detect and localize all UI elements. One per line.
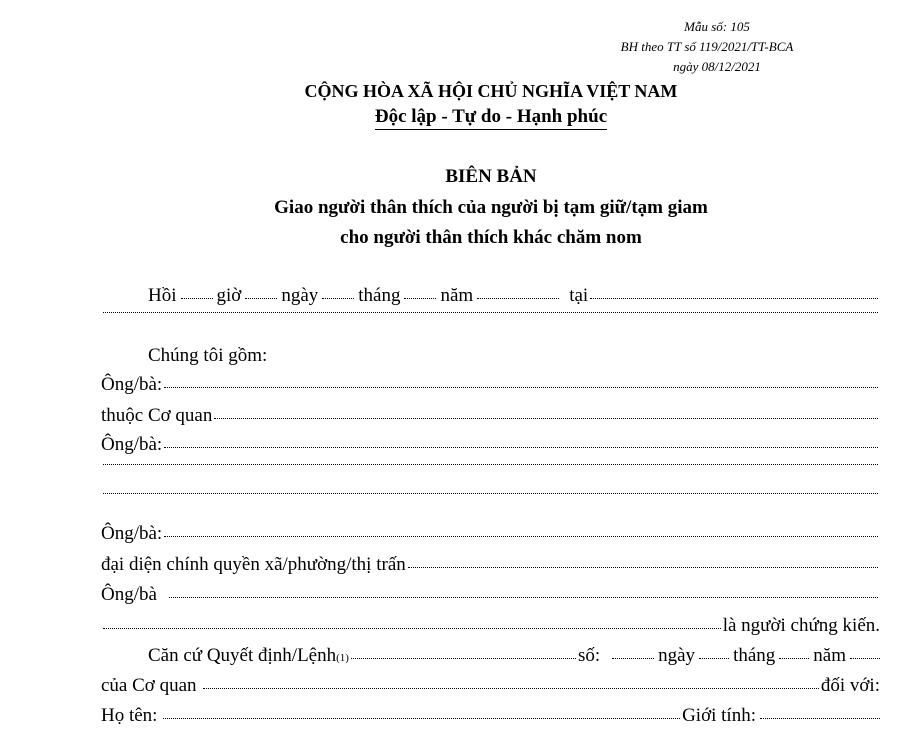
agency-row xyxy=(101,405,880,431)
witness-continued-row xyxy=(101,615,880,641)
person-2-continued xyxy=(101,466,880,492)
label-can-cu: Căn cứ Quyết định/Lệnh xyxy=(148,645,337,666)
place-field[interactable] xyxy=(590,298,878,299)
witness-field[interactable] xyxy=(169,597,878,598)
person-2-continued-2 xyxy=(101,495,880,521)
full-name-field[interactable] xyxy=(163,718,680,719)
label-ong-ba: Ông/bà: xyxy=(101,434,163,455)
local-authority-row xyxy=(101,554,880,580)
label-cua-co-quan: của Cơ quan xyxy=(101,675,197,696)
label-nam: năm xyxy=(813,645,846,666)
label-thuoc-co-quan: thuộc Cơ quan xyxy=(101,405,213,426)
person-2-field[interactable] xyxy=(164,447,878,448)
label-ong-ba: Ông/bà xyxy=(101,584,157,605)
label-ho-ten: Họ tên: xyxy=(101,705,158,726)
label-chung-toi-gom: Chúng tôi gồm: xyxy=(148,345,268,366)
motto-text: Độc lập - Tự do - Hạnh phúc xyxy=(375,106,607,130)
person-3-row xyxy=(101,523,880,549)
hour-field[interactable] xyxy=(181,298,213,299)
document-subtitle-2: cho người thân thích khác chăm nom xyxy=(340,227,642,248)
decision-year-field[interactable] xyxy=(850,658,880,659)
agency-field[interactable] xyxy=(214,418,878,419)
label-gioi-tinh: Giới tính: xyxy=(682,705,756,726)
document-subtitle-1: Giao người thân thích của người bị tạm giữ/tạm giam xyxy=(274,197,708,218)
place-field-2[interactable] xyxy=(103,312,878,313)
person-2-row xyxy=(101,434,880,460)
form-number: Mẫu số: 105 xyxy=(684,19,750,34)
issuing-agency-row xyxy=(101,675,880,701)
document-title: BIÊN BẢN xyxy=(445,166,537,187)
person-3-field[interactable] xyxy=(164,536,878,537)
label-nguoi-chung-kien: là người chứng kiến. xyxy=(722,615,880,636)
person-2-field-2[interactable] xyxy=(103,464,878,465)
month-field[interactable] xyxy=(404,298,436,299)
form-reference xyxy=(607,17,827,77)
label-ngay: ngày xyxy=(658,645,696,666)
name-gender-row xyxy=(101,705,880,731)
officer-1-field[interactable] xyxy=(164,387,878,388)
witness-field-2[interactable] xyxy=(103,628,721,629)
label-ong-ba: Ông/bà: xyxy=(101,374,163,395)
officer-1-row xyxy=(101,374,880,400)
issued-by: BH theo TT số 119/2021/TT-BCA xyxy=(620,39,794,54)
chung-toi-gom xyxy=(148,345,880,371)
year-field[interactable] xyxy=(477,298,559,299)
decision-number-field[interactable] xyxy=(612,658,654,659)
place-continued-row xyxy=(101,314,880,340)
label-doi-voi: đối với: xyxy=(820,675,880,696)
nation-heading: CỘNG HÒA XÃ HỘI CHỦ NGHĨA VIỆT NAM xyxy=(304,81,678,101)
label-dai-dien: đại diện chính quyền xã/phường/thị trấn xyxy=(101,554,406,575)
day-field[interactable] xyxy=(322,298,354,299)
label-nam: năm xyxy=(440,285,474,306)
person-2-field-3[interactable] xyxy=(103,493,878,494)
decision-month-field[interactable] xyxy=(779,658,809,659)
motto xyxy=(0,106,922,128)
local-authority-field[interactable] xyxy=(408,567,878,568)
gender-field[interactable] xyxy=(760,718,880,719)
label-so: số: xyxy=(577,645,601,666)
label-ong-ba: Ông/bà: xyxy=(101,523,163,544)
label-thang: tháng xyxy=(733,645,776,666)
label-tai: tại xyxy=(569,285,589,306)
label-ngay: ngày xyxy=(281,285,319,306)
issued-date: ngày 08/12/2021 xyxy=(673,59,761,74)
witness-row xyxy=(101,584,880,610)
time-place-row xyxy=(148,285,880,311)
footnote-ref: (1) xyxy=(336,652,349,664)
issuing-agency-field[interactable] xyxy=(203,688,819,689)
decision-field[interactable] xyxy=(351,658,576,659)
decision-day-field[interactable] xyxy=(699,658,729,659)
label-thang: tháng xyxy=(358,285,401,306)
label-hoi: Hồi xyxy=(148,285,177,306)
minute-field[interactable] xyxy=(245,298,277,299)
decision-row xyxy=(148,645,880,671)
label-gio: giờ xyxy=(216,285,242,306)
